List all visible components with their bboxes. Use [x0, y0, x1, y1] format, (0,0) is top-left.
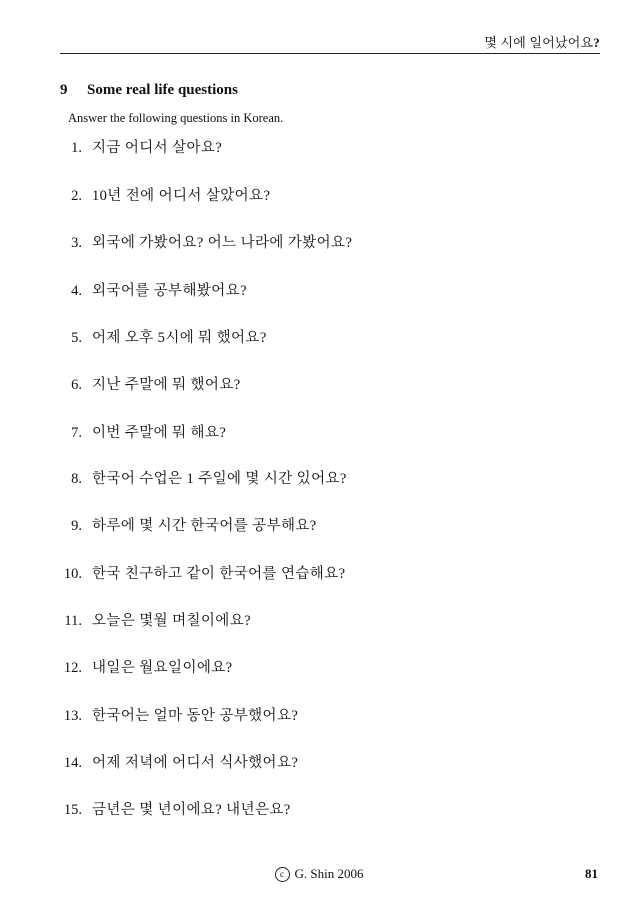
question-number: 13. [63, 708, 82, 724]
question-item [60, 751, 298, 772]
question-number: 6. [71, 377, 82, 393]
question-text: 내일은 월요일이에요? [92, 660, 233, 676]
question-item [60, 514, 317, 535]
running-header-title: 몇 시에 일어났어요 [484, 35, 594, 50]
question-text: 한국어 수업은 1 주일에 몇 시간 있어요? [92, 471, 347, 487]
question-number: 5. [71, 330, 82, 346]
question-item [60, 562, 345, 583]
question-number: 3. [71, 235, 82, 251]
question-text: 10년 전에 어디서 살았어요? [92, 188, 271, 204]
section-number: 9 [60, 82, 68, 98]
question-text: 이번 주말에 뭐 해요? [92, 425, 227, 441]
question-number: 2. [71, 188, 82, 204]
question-item [60, 609, 251, 630]
question-text: 한국 친구하고 같이 한국어를 연습해요? [92, 566, 346, 582]
question-text: 외국에 가봤어요? 어느 나라에 가봤어요? [92, 235, 353, 251]
question-text: 하루에 몇 시간 한국어를 공부해요? [92, 518, 317, 534]
question-number: 4. [71, 283, 82, 299]
question-number: 14. [63, 755, 82, 771]
question-number: 12. [63, 660, 82, 676]
question-number: 8. [71, 471, 82, 487]
question-number: 10. [63, 566, 82, 582]
question-item [60, 467, 347, 488]
question-item [60, 136, 222, 157]
question-number: 11. [64, 613, 82, 629]
question-text: 지난 주말에 뭐 했어요? [92, 377, 241, 393]
section-instruction: Answer the following questions in Korean. [68, 111, 284, 125]
question-text: 어제 오후 5시에 뭐 했어요? [92, 330, 267, 346]
question-item [60, 798, 291, 819]
running-header-question-mark: ? [593, 35, 600, 50]
question-item [60, 421, 226, 442]
question-item [60, 656, 233, 677]
question-item [60, 326, 267, 347]
copyright-text: G. Shin 2006 [294, 866, 364, 881]
question-item [60, 279, 247, 300]
question-text: 한국어는 얼마 동안 공부했어요? [92, 708, 299, 724]
question-text: 금년은 몇 년이에요? 내년은요? [92, 802, 291, 818]
question-number: 1. [71, 140, 82, 156]
question-item [60, 704, 298, 725]
question-item [60, 231, 352, 252]
question-text: 어제 저녁에 어디서 식사했어요? [92, 755, 299, 771]
section-title-text: Some real life questions [87, 82, 238, 98]
question-text: 지금 어디서 살아요? [92, 140, 223, 156]
footer-copyright [0, 866, 638, 882]
question-item [60, 184, 270, 205]
question-text: 오늘은 몇월 며칠이에요? [92, 613, 251, 629]
question-number: 7. [71, 425, 82, 441]
page-number: 81 [585, 866, 598, 881]
question-text: 외국어를 공부해봤어요? [92, 283, 247, 299]
question-number: 15. [63, 802, 82, 818]
question-item [60, 373, 241, 394]
question-number: 9. [71, 518, 82, 534]
copyright-icon: c [275, 867, 290, 882]
